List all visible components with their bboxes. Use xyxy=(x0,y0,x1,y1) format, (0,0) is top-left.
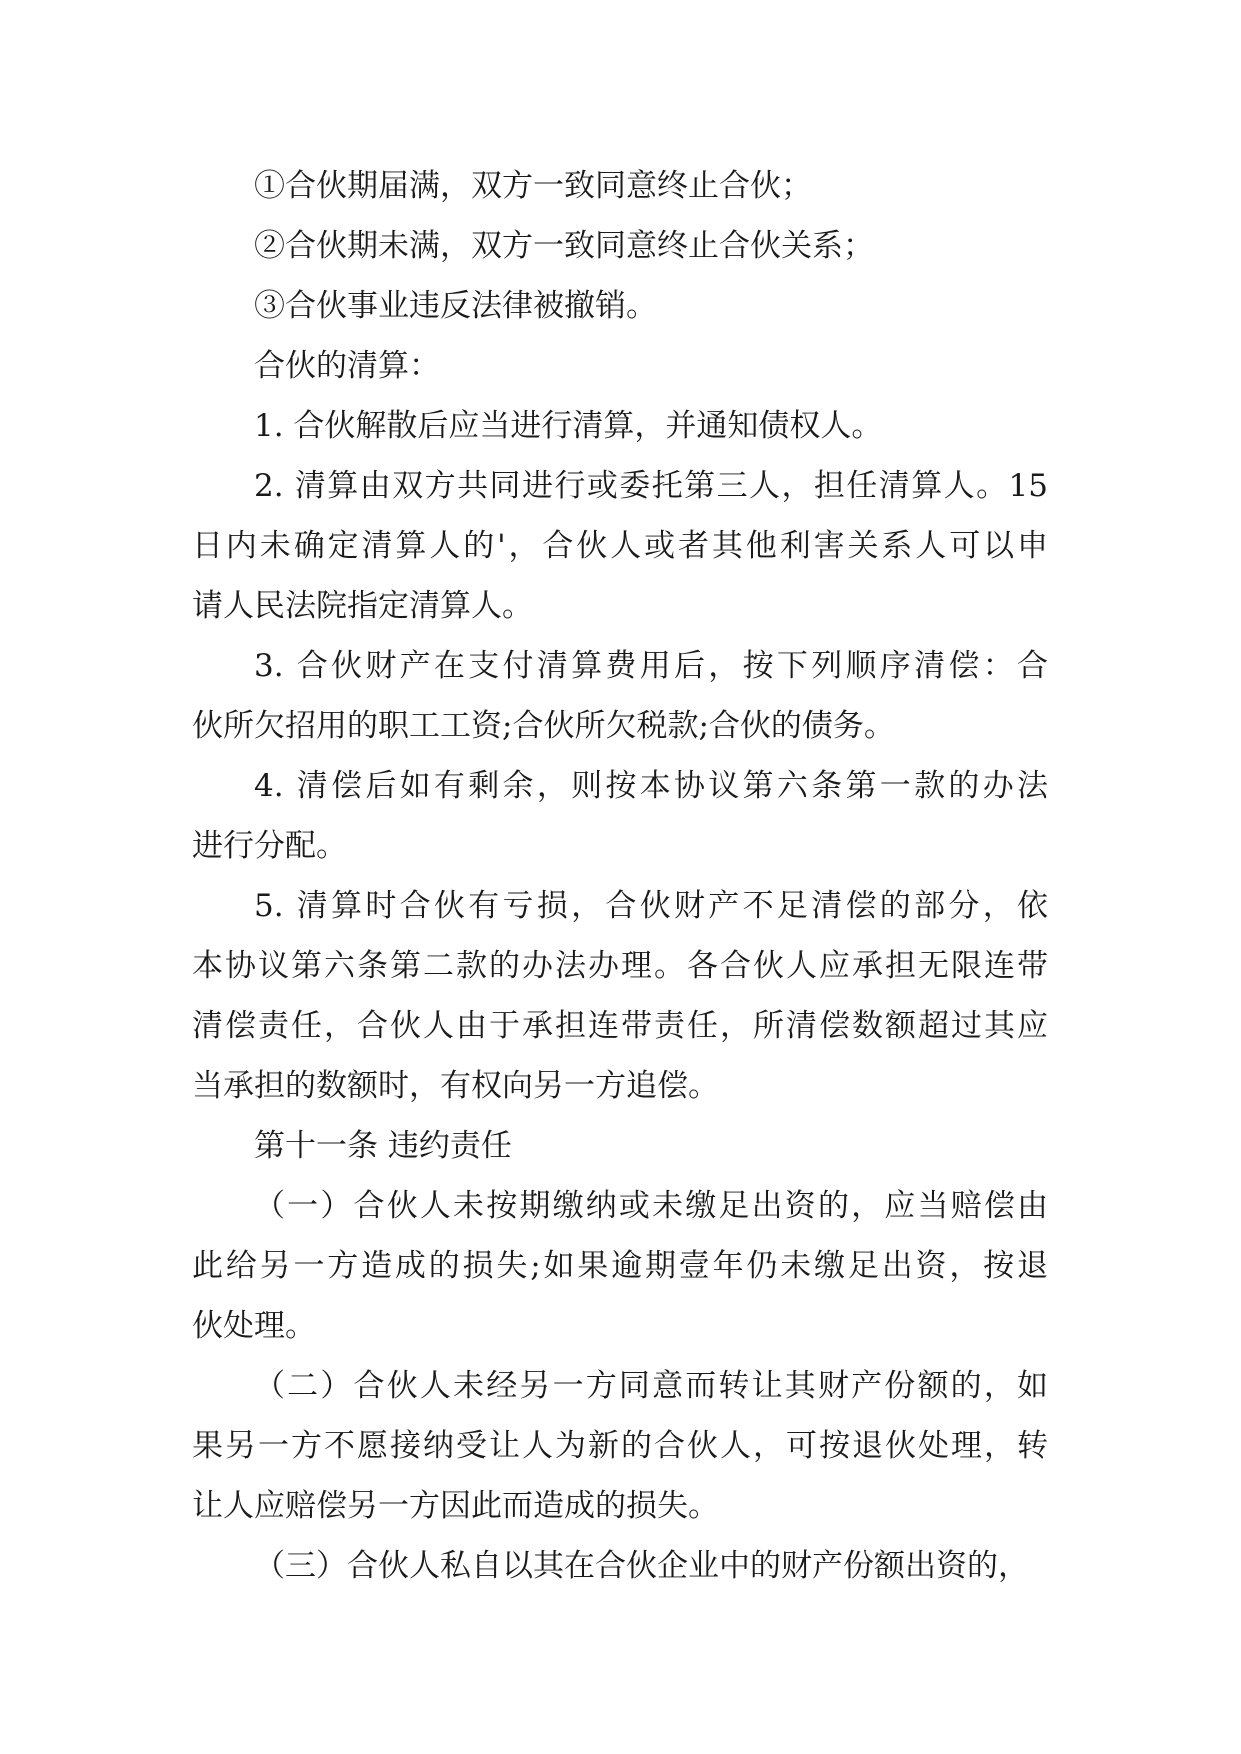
paragraph-line: （一）合伙人未按期缴纳或未缴足出资的，应当赔偿由 xyxy=(254,1188,1048,1224)
liquidation-item-1 xyxy=(192,396,1048,456)
paragraph-line: 让人应赔偿另一方因此而造成的损失。 xyxy=(192,1488,719,1524)
paragraph-line: 1. 合伙解散后应当进行清算，并通知债权人。 xyxy=(254,408,883,444)
paragraph-line: 清偿责任，合伙人由于承担连带责任，所清偿数额超过其应 xyxy=(192,1008,1048,1044)
liquidation-item-3 xyxy=(192,636,1048,756)
paragraph-line: 4. 清偿后如有剩余，则按本协议第六条第一款的办法 xyxy=(254,768,1048,804)
liquidation-item-5 xyxy=(192,876,1048,1116)
paragraph-line: 3. 合伙财产在支付清算费用后，按下列顺序清偿：合 xyxy=(254,648,1048,684)
liquidation-item-4 xyxy=(192,756,1048,876)
paragraph-line: 当承担的数额时，有权向另一方追偿。 xyxy=(192,1068,719,1104)
breach-item-1 xyxy=(192,1176,1048,1356)
paragraph-line: 请人民法院指定清算人。 xyxy=(192,588,533,624)
liquidation-heading: 合伙的清算： xyxy=(254,348,440,384)
paragraph-line: 进行分配。 xyxy=(192,828,347,864)
article-eleven-heading: 第十一条 违约责任 xyxy=(254,1128,512,1164)
termination-condition-1: ①合伙期届满，双方一致同意终止合伙； xyxy=(254,168,812,204)
paragraph-line: 果另一方不愿接纳受让人为新的合伙人，可按退伙处理，转 xyxy=(192,1428,1048,1464)
paragraph-line: 5. 清算时合伙有亏损，合伙财产不足清偿的部分，依 xyxy=(254,888,1048,924)
paragraph-line: 伙处理。 xyxy=(192,1308,316,1344)
paragraph-line: （二）合伙人未经另一方同意而转让其财产份额的，如 xyxy=(254,1368,1048,1404)
breach-item-2 xyxy=(192,1356,1048,1536)
termination-condition-3: ③合伙事业违反法律被撤销。 xyxy=(254,288,657,324)
termination-condition-2: ②合伙期未满，双方一致同意终止合伙关系； xyxy=(254,228,874,264)
paragraph-line: 本协议第六条第二款的办法办理。各合伙人应承担无限连带 xyxy=(192,948,1048,984)
paragraph-line: 2. 清算由双方共同进行或委托第三人，担任清算人。15 xyxy=(254,468,1048,504)
paragraph-line: （三）合伙人私自以其在合伙企业中的财产份额出资的， xyxy=(254,1548,1029,1584)
liquidation-item-2 xyxy=(192,456,1048,636)
paragraph-line: 日内未确定清算人的'，合伙人或者其他利害关系人可以申 xyxy=(192,528,1048,564)
document-page xyxy=(192,156,1048,1596)
paragraph-line: 此给另一方造成的损失;如果逾期壹年仍未缴足出资，按退 xyxy=(192,1248,1048,1284)
paragraph-line: 伙所欠招用的职工工资;合伙所欠税款;合伙的债务。 xyxy=(192,708,895,744)
breach-item-3 xyxy=(192,1536,1048,1596)
